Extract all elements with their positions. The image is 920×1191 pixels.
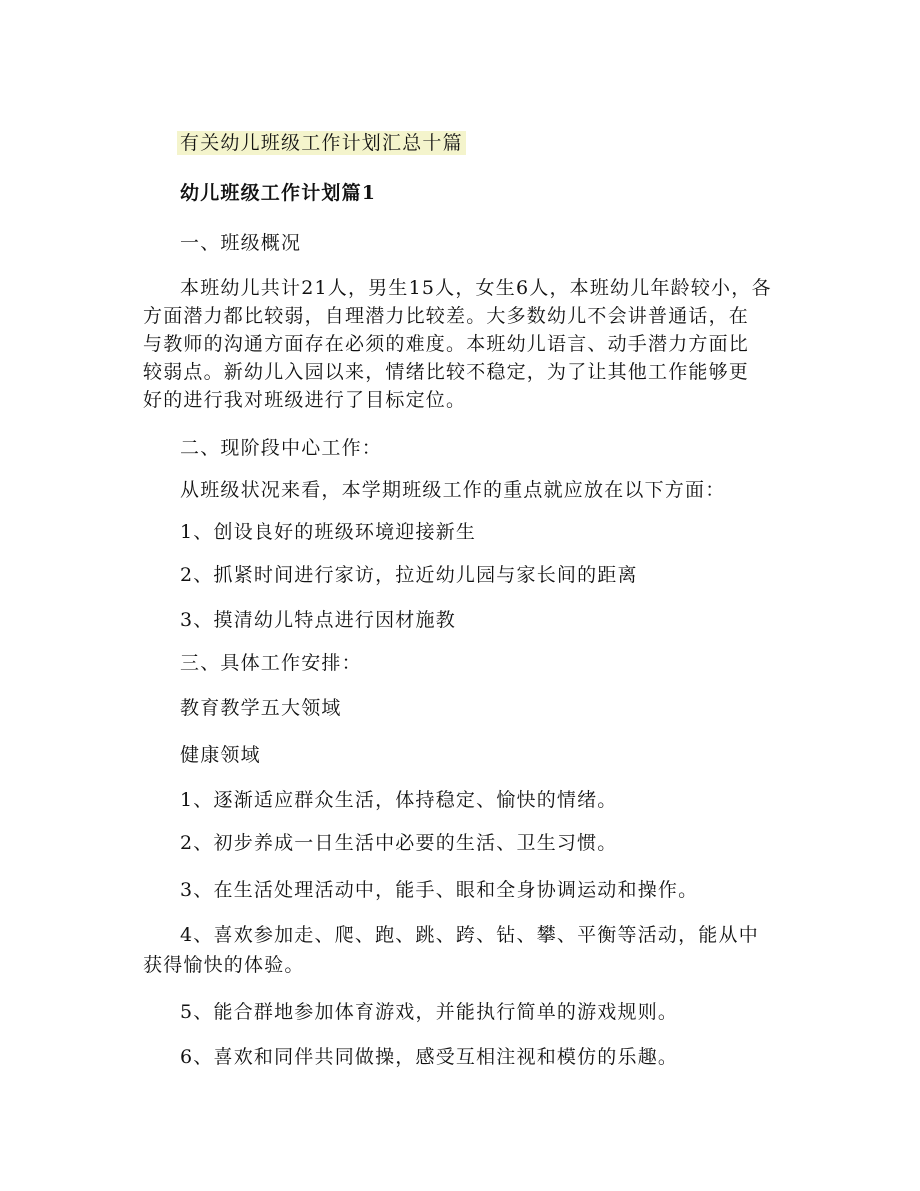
list-item: 5、能合群地参加体育游戏，并能执行简单的游戏规则。 [180, 1001, 679, 1023]
list-item: 4、喜欢参加走、爬、跑、跳、跨、钻、攀、平衡等活动，能从中 [180, 924, 759, 946]
list-item: 1、逐渐适应群众生活，体持稳定、愉快的情绪。 [180, 789, 618, 811]
section-title: 三、具体工作安排： [180, 652, 362, 674]
subheading: 健康领域 [180, 744, 261, 766]
section-title: 二、现阶段中心工作： [180, 437, 383, 459]
list-item: 3、摸清幼儿特点进行因材施教 [180, 609, 456, 631]
list-item: 1、创设良好的班级环境迎接新生 [180, 521, 477, 543]
paragraph-line: 方面潜力都比较弱，自理潜力比较差。大多数幼儿不会讲普通话，在 [143, 305, 750, 327]
section-title: 一、班级概况 [180, 232, 302, 254]
subheading: 教育教学五大领域 [180, 697, 342, 719]
list-item: 6、喜欢和同伴共同做操，感受互相注视和模仿的乐趣。 [180, 1046, 679, 1068]
document-title: 有关幼儿班级工作计划汇总十篇 [177, 131, 466, 155]
list-item: 2、抓紧时间进行家访，拉近幼儿园与家长间的距离 [180, 564, 638, 586]
list-item: 3、在生活处理活动中，能手、眼和全身协调运动和操作。 [180, 879, 699, 901]
section-heading: 幼儿班级工作计划篇1 [180, 182, 377, 204]
paragraph-line: 较弱点。新幼儿入园以来，情绪比较不稳定，为了让其他工作能够更 [143, 361, 750, 383]
paragraph-line: 从班级状况来看，本学期班级工作的重点就应放在以下方面： [180, 479, 726, 501]
paragraph-line: 与教师的沟通方面存在必须的难度。本班幼儿语言、动手潜力方面比 [143, 333, 750, 355]
paragraph-line: 本班幼儿共计21人，男生15人，女生6人，本班幼儿年龄较小，各 [180, 277, 772, 299]
list-item: 2、初步养成一日生活中必要的生活、卫生习惯。 [180, 832, 618, 854]
list-item-continuation: 获得愉快的体验。 [143, 954, 305, 976]
paragraph-line: 好的进行我对班级进行了目标定位。 [143, 389, 467, 411]
